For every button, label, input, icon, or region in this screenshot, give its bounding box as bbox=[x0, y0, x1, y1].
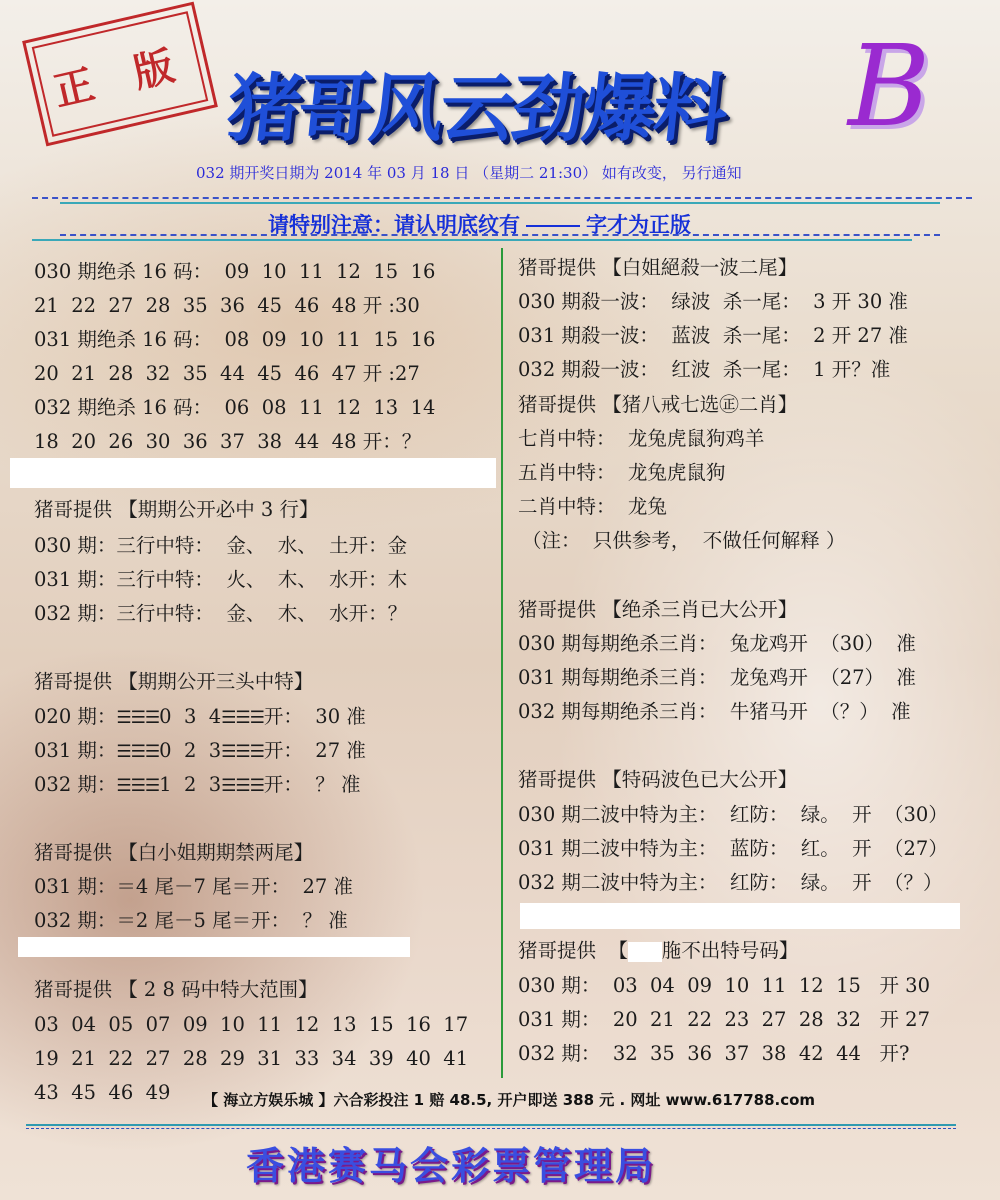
santou-result: 开： 30 准 bbox=[263, 705, 366, 728]
sanhang-row: 031 期：三行中特： 火、 木、 水开：木 bbox=[34, 568, 408, 591]
draw-notice: 032 期开奖日期为 2014 年 03 月 18 日 （星期二 21:30） 如有改变， 另行通知 bbox=[196, 164, 742, 182]
ma28-row: 19 21 22 27 28 29 31 33 34 39 40 41 bbox=[34, 1047, 469, 1070]
bowei-row: 032 期殺一波： 红波 杀一尾： 1 开？准 bbox=[518, 358, 891, 381]
santou-nums: 0 2 3 bbox=[159, 739, 222, 762]
bose-row: 030 期二波中特为主： 红防： 绿。 开 （30） bbox=[518, 803, 948, 826]
santou-period: 020 期： bbox=[34, 705, 117, 728]
trigram-bars-icon: ☰☰☰ bbox=[116, 742, 160, 762]
stamp-text: 正 版 bbox=[49, 39, 193, 116]
section-header: 猪哥提供 【 2 8 码中特大范围】 bbox=[34, 978, 318, 1001]
authenticity-banner bbox=[268, 209, 691, 239]
liangwei-row: 031 期：＝4 尾－7 尾＝开： 27 准 bbox=[34, 875, 354, 898]
santou-row bbox=[34, 775, 361, 795]
sanhang-row: 032 期：三行中特： 金、 木、 水开：？ bbox=[34, 602, 408, 625]
section-header: 猪哥提供 【特码波色已大公开】 bbox=[518, 768, 798, 791]
divider-wave bbox=[32, 197, 972, 199]
trigram-bars-icon: ☰☰☰ bbox=[221, 708, 264, 728]
section-header: 猪哥提供 【猪八戒七选㊣二肖】 bbox=[518, 393, 798, 416]
kill16-row: 20 21 28 32 35 44 45 46 47 开 :27 bbox=[34, 362, 420, 385]
banner-right: 字才为正版 bbox=[586, 213, 691, 237]
trigram-bars-icon: ☰☰☰ bbox=[116, 708, 160, 728]
footer-rule bbox=[26, 1128, 956, 1129]
kill16-row: 21 22 27 28 35 36 45 46 48 开 :30 bbox=[34, 294, 420, 317]
buchu-header-a: 猪哥提供 【 bbox=[518, 939, 628, 962]
bose-row: 032 期二波中特为主： 红防： 绿。 开 （？） bbox=[518, 871, 943, 894]
santou-nums: 1 2 3 bbox=[159, 773, 222, 796]
section-header: 猪哥提供 【白小姐期期禁两尾】 bbox=[34, 841, 314, 864]
trigram-bars-icon: ☰☰☰ bbox=[221, 776, 264, 796]
kill16-row: 030 期绝杀 16 码： 09 10 11 12 15 16 bbox=[34, 260, 436, 283]
santou-row bbox=[34, 741, 366, 761]
ma28-row: 03 04 05 07 09 10 11 12 13 15 16 17 bbox=[34, 1013, 469, 1036]
page-title: 猪哥风云劲爆料 bbox=[223, 66, 730, 152]
liangwei-row: 032 期：＝2 尾－5 尾＝开： ？ 准 bbox=[34, 909, 348, 932]
sanxiao-row: 032 期每期绝杀三肖： 牛猪马开 （？） 准 bbox=[518, 700, 911, 723]
authentic-stamp bbox=[22, 2, 218, 147]
kill16-row: 032 期绝杀 16 码： 06 08 11 12 13 14 bbox=[34, 396, 436, 419]
bose-row: 031 期二波中特为主： 蓝防： 红。 开 （27） bbox=[518, 837, 948, 860]
edition-letter: B bbox=[848, 22, 931, 152]
buchu-row: 030 期： 03 04 09 10 11 12 15 开 30 bbox=[518, 974, 930, 997]
header-redaction bbox=[628, 942, 662, 962]
section-header: 猪哥提供 【期期公开必中 3 行】 bbox=[34, 498, 319, 521]
santou-result: 开： 27 准 bbox=[263, 739, 366, 762]
kill16-row: 031 期绝杀 16 码： 08 09 10 11 15 16 bbox=[34, 328, 436, 351]
sanxiao-row: 031 期每期绝杀三肖： 龙兔鸡开 （27） 准 bbox=[518, 666, 916, 689]
footer-title: 香港赛马会彩票管理局 bbox=[246, 1144, 657, 1188]
santou-nums: 0 3 4 bbox=[159, 705, 222, 728]
ma28-row: 43 45 46 49 bbox=[34, 1081, 171, 1104]
section-header: 猪哥提供 【绝杀三肖已大公开】 bbox=[518, 598, 798, 621]
banner-blank bbox=[526, 225, 580, 227]
section-header bbox=[518, 941, 798, 962]
white-bar bbox=[10, 458, 496, 488]
disclaimer-note: （注： 只供参考， 不做任何解释 ） bbox=[522, 529, 846, 552]
santou-period: 032 期： bbox=[34, 773, 117, 796]
section-header: 猪哥提供 【期期公开三头中特】 bbox=[34, 670, 314, 693]
santou-period: 031 期： bbox=[34, 739, 117, 762]
zodiac-row: 七肖中特： 龙兔虎鼠狗鸡羊 bbox=[518, 427, 765, 450]
sanhang-row: 030 期：三行中特： 金、 水、 土开：金 bbox=[34, 534, 408, 557]
white-bar bbox=[520, 903, 960, 929]
trigram-bars-icon: ☰☰☰ bbox=[116, 776, 160, 796]
santou-result: 开： ？ 准 bbox=[263, 773, 361, 796]
kill16-row: 18 20 26 30 36 37 38 44 48 开：？ bbox=[34, 430, 422, 453]
santou-row bbox=[34, 707, 366, 727]
sanxiao-row: 030 期每期绝杀三肖： 兔龙鸡开 （30） 准 bbox=[518, 632, 916, 655]
divider-wave bbox=[60, 202, 940, 204]
column-divider bbox=[501, 248, 503, 1078]
trigram-bars-icon: ☰☰☰ bbox=[221, 742, 264, 762]
divider-wave bbox=[32, 239, 912, 241]
bowei-row: 031 期殺一波： 蓝波 杀一尾： 2 开 27 准 bbox=[518, 324, 908, 347]
footer-advert: 【 海立方娱乐城 】六合彩投注 1 赔 48.5, 开户即送 388 元 . 网址 www.617788.com bbox=[203, 1091, 816, 1109]
white-bar bbox=[18, 937, 410, 957]
banner-left: 请特别注意：请认明底纹有 bbox=[268, 213, 520, 237]
zodiac-row: 二肖中特： 龙兔 bbox=[518, 495, 667, 518]
bowei-row: 030 期殺一波： 绿波 杀一尾： 3 开 30 准 bbox=[518, 290, 908, 313]
zodiac-row: 五肖中特： 龙兔虎鼠狗 bbox=[518, 461, 726, 484]
section-header: 猪哥提供 【白姐絕殺一波二尾】 bbox=[518, 256, 798, 279]
buchu-header-b: 胣不出特号码】 bbox=[661, 939, 799, 962]
buchu-row: 031 期： 20 21 22 23 27 28 32 开 27 bbox=[518, 1008, 930, 1031]
buchu-row: 032 期： 32 35 36 37 38 42 44 开? bbox=[518, 1042, 910, 1065]
footer-rule bbox=[26, 1124, 956, 1126]
